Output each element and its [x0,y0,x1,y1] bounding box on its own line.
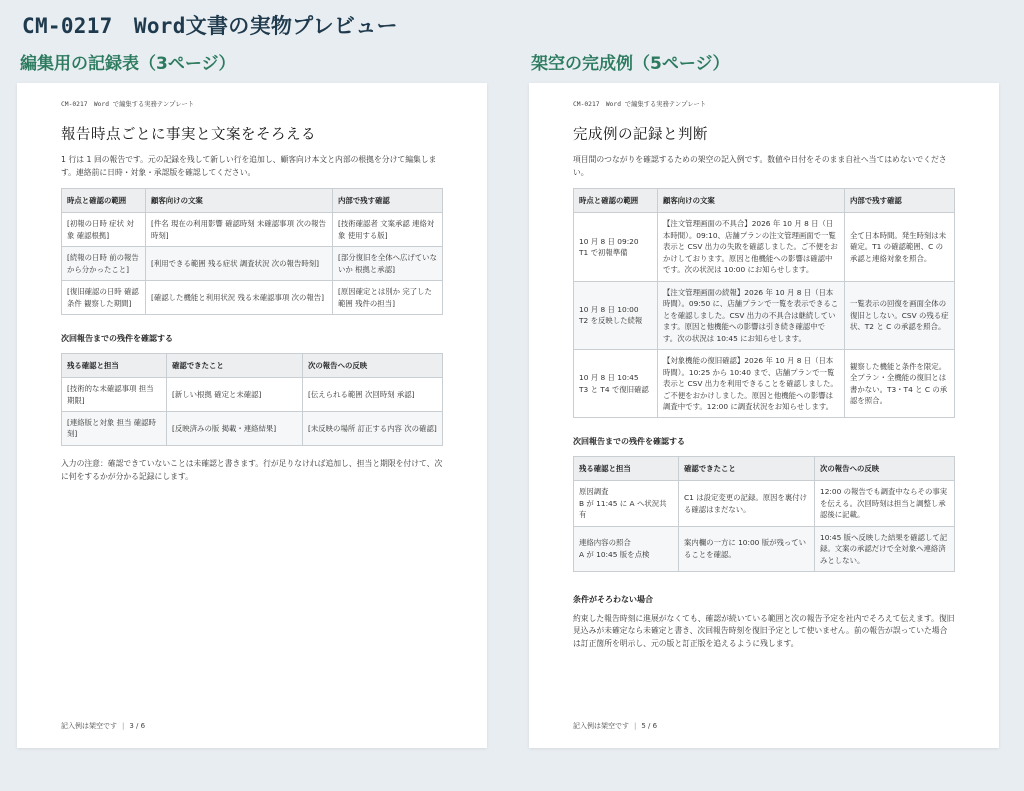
record-table [61,188,443,315]
page-footer [573,721,657,732]
footer-separator: | [122,722,125,731]
table-cell[interactable]: 原因調査 B が 11:45 に A へ状況共有 [574,481,679,526]
table-cell[interactable]: 全て日本時間。発生時刻は未確定。T1 の確認範囲、C の承認と連絡対象を照合。 [845,213,955,281]
page-title: 報告時点ごとに事実と文案をそろえる [61,126,316,143]
table-cell[interactable]: [連絡版と対象 担当 確認時刻] [62,412,167,446]
table-row [574,213,955,281]
table-cell[interactable]: [新しい根拠 確定と未確認] [167,378,303,412]
section-heading: 条件がそろわない場合 [573,595,653,605]
footer-label: 記入例は架空です [573,722,629,731]
table-cell[interactable]: 一覧表示の回復を画面全体の復旧としない。CSV の残る症状、T2 と C の承認を照合。 [845,281,955,349]
table-cell[interactable]: 10:45 版へ反映した結果を確認して記録。文案の承認だけで全対象へ連絡済みとしない。 [815,526,955,571]
table-cell[interactable]: [反映済みの版 掲載・連絡結果] [167,412,303,446]
table-row [574,481,955,526]
page-number: 5 / 6 [641,722,658,731]
table-row [62,378,443,412]
table-cell[interactable]: [初報の日時 症状 対象 確認根拠] [62,213,146,247]
table-row [62,412,443,446]
example-record-table [573,188,955,419]
table-row [62,213,443,247]
page-footer [61,721,145,732]
column-header: 顧客向けの文案 [146,188,333,212]
column-header: 確認できたこと [679,456,815,480]
table-cell[interactable]: [部分復旧を全体へ広げていないか 根拠と承認] [333,247,443,281]
column-header: 顧客向けの文案 [658,188,845,212]
app-title: CM-0217 Word文書の実物プレビュー [22,14,398,38]
table-cell[interactable]: [復旧確認の日時 確認条件 観察した期間] [62,281,146,315]
column-header: 内部で残す確認 [333,188,443,212]
intro-text: 1 行は 1 回の報告です。元の記録を残して新しい行を追加し、顧客向け本文と内部の根拠を分けて編集します。連絡前に日時・対象・承認版を確認してください。 [61,155,437,178]
footer-separator: | [634,722,637,731]
table-cell[interactable]: 連絡内容の照合 A が 10:45 版を点検 [574,526,679,571]
left-section-label: 編集用の記録表（3ページ） [20,54,236,74]
table-cell[interactable]: [原因確定とは別か 完了した範囲 残件の担当] [333,281,443,315]
table-cell[interactable]: 【対象機能の復旧確認】2026 年 10 月 8 日（日本時間）。10:25 から 10:40 まで、店舗プランで一覧表示と CSV 出力を利用できることを確認しました。ご不便をおかけしました。原因と他機能への影響は調査中です。12:00 に調査状況をお知らせします。 [658,350,845,418]
table-row [574,526,955,571]
page-preview-5[interactable] [529,83,999,748]
table-cell[interactable]: [利用できる範囲 残る症状 調査状況 次の報告時刻] [146,247,333,281]
running-head: CM-0217 Word で編集する実務テンプレート [61,101,195,108]
input-note: 入力の注意：確認できていないことは未確認と書きます。行が足りなければ追加し、担当と期限を付けて、次に何をするかが分かる記録にします。 [61,458,443,481]
table-cell[interactable]: 【注文管理画面の不具合】2026 年 10 月 8 日（日本時間）。09:10、店舗プランの注文管理画面で一覧表示と CSV 出力の失敗を確認しました。ご不便をおかけしております。原因と他機能への影響は確認中です。次の状況は 10:00 にお知らせします。 [658,213,845,281]
column-header: 時点と確認の範囲 [62,188,146,212]
column-header: 確認できたこと [167,353,303,377]
table-cell[interactable]: 案内欄の一方に 10:00 版が残っていることを確認。 [679,526,815,571]
section-heading: 次回報告までの残件を確認する [573,437,685,447]
column-header: 次の報告への反映 [815,456,955,480]
table-cell[interactable]: 10 月 8 日 10:00 T2 を反映した続報 [574,281,658,349]
column-header: 残る確認と担当 [574,456,679,480]
example-followup-table [573,456,955,572]
table-row [574,350,955,418]
page-title: 完成例の記録と判断 [573,126,708,143]
column-header: 次の報告への反映 [303,353,443,377]
table-cell[interactable]: 観察した機能と条件を限定。全プラン・全機能の復旧とは書かない。T3・T4 と C の承認を照合。 [845,350,955,418]
table-row [62,281,443,315]
table-cell[interactable]: 10 月 8 日 10:45 T3 と T4 で復旧確認 [574,350,658,418]
table-cell[interactable]: 10 月 8 日 09:20 T1 で初報準備 [574,213,658,281]
page-preview-3[interactable] [17,83,487,748]
table-cell[interactable]: [伝えられる範囲 次回時刻 承認] [303,378,443,412]
condition-note: 約束した報告時刻に進展がなくても、確認が続いている範囲と次の報告予定を社内でそろえて伝えます。復旧見込みが未確定なら未確定と書き、次回報告時刻を復旧予定として使いません。前の報告が誤っていた場合は訂正箇所を明示し、元の版と訂正版を追えるように残します。 [573,613,955,649]
column-header: 残る確認と担当 [62,353,167,377]
column-header: 内部で残す確認 [845,188,955,212]
table-cell[interactable]: C1 は設定変更の記録。原因を裏付ける確認はまだない。 [679,481,815,526]
table-cell[interactable]: 12:00 の報告でも調査中ならその事実を伝える。次回時刻は担当と調整し承認後に記載。 [815,481,955,526]
page-number: 3 / 6 [129,722,146,731]
table-cell[interactable]: [続報の日時 前の報告から分かったこと] [62,247,146,281]
table-cell[interactable]: [未反映の場所 訂正する内容 次の確認] [303,412,443,446]
column-header: 時点と確認の範囲 [574,188,658,212]
section-heading: 次回報告までの残件を確認する [61,334,173,344]
footer-label: 記入例は架空です [61,722,117,731]
table-cell[interactable]: [件名 現在の利用影響 確認時刻 未確認事項 次の報告時刻] [146,213,333,247]
table-row [62,247,443,281]
table-cell[interactable]: 【注文管理画面の続報】2026 年 10 月 8 日（日本時間）。09:50 に、店舗プランで一覧を表示できることを確認しました。CSV 出力の不具合は継続しています。原因と他機能への影響は引き続き確認中です。次の状況は 10:45 にお知らせします。 [658,281,845,349]
table-cell[interactable]: [技術確認者 文案承認 連絡対象 使用する版] [333,213,443,247]
followup-table [61,353,443,446]
table-cell[interactable]: [技術的な未確認事項 担当 期限] [62,378,167,412]
intro-text: 項目間のつながりを確認するための架空の記入例です。数値や日付をそのまま自社へ当てはめないでください。 [573,155,947,178]
table-cell[interactable]: [確認した機能と利用状況 残る未確認事項 次の報告] [146,281,333,315]
right-section-label: 架空の完成例（5ページ） [531,54,730,74]
running-head: CM-0217 Word で編集する実務テンプレート [573,101,707,108]
table-row [574,281,955,349]
